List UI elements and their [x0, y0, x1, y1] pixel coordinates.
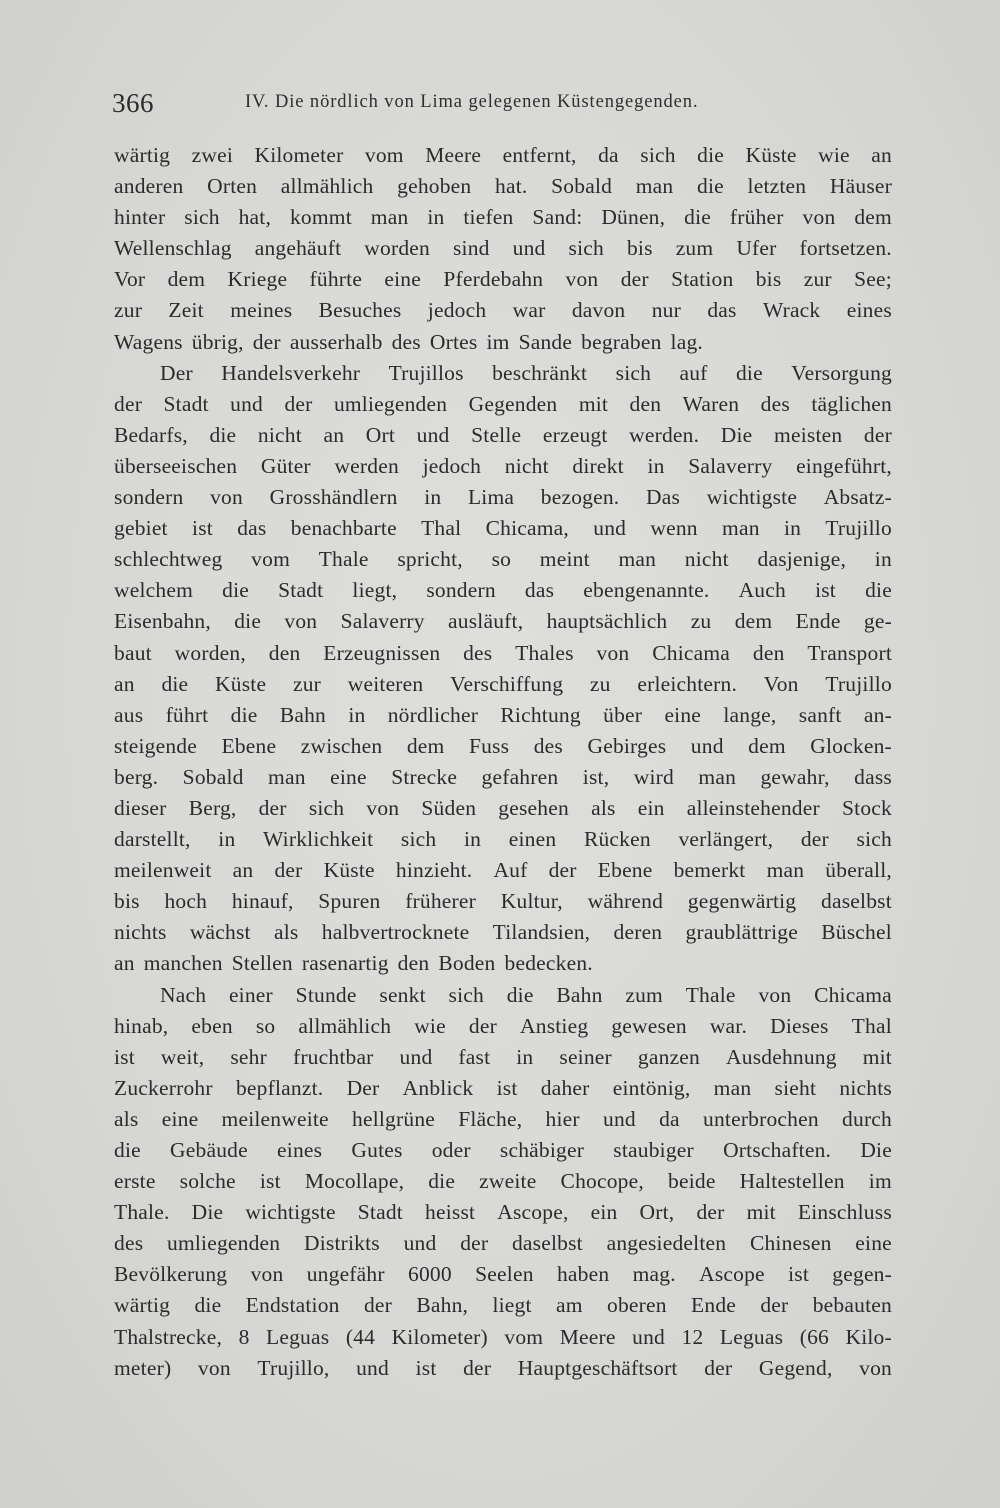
text-line: welchem die Stadt liegt, sondern das ebengenannte. Auch ist die	[114, 578, 892, 603]
text-line: Thalstrecke, 8 Leguas (44 Kilometer) vom Meere und 12 Leguas (66 Kilo-	[114, 1324, 892, 1349]
text-line: als eine meilenweite hellgrüne Fläche, hier und da unterbrochen durch	[114, 1106, 892, 1131]
text-line: sondern von Grosshändlern in Lima bezogen. Das wichtigste Absatz-	[114, 485, 892, 510]
text-line: an die Küste zur weiteren Verschiffung zu erleichtern. Von Trujillo	[114, 671, 892, 696]
text-line: Zuckerrohr bepflanzt. Der Anblick ist daher eintönig, man sieht nichts	[114, 1075, 892, 1100]
text-line: an manchen Stellen rasenartig den Boden bedecken.	[114, 951, 593, 976]
text-line: bis hoch hinauf, Spuren früherer Kultur, während gegenwärtig daselbst	[114, 889, 892, 914]
text-line: Vor dem Kriege führte eine Pferdebahn von der Station bis zur See;	[114, 267, 892, 292]
text-line: Thale. Die wichtigste Stadt heisst Ascope, ein Ort, der mit Einschluss	[114, 1200, 892, 1225]
running-head: IV. Die nördlich von Lima gelegenen Küstengegenden.	[245, 92, 699, 112]
text-line: baut worden, den Erzeugnissen des Thales von Chicama den Transport	[114, 640, 892, 665]
text-line: aus führt die Bahn in nördlicher Richtung über eine lange, sanft an-	[114, 702, 892, 727]
text-line: schlechtweg vom Thale spricht, so meint man nicht dasjenige, in	[114, 547, 892, 572]
text-line: wärtig die Endstation der Bahn, liegt am oberen Ende der bebauten	[114, 1293, 892, 1318]
text-line: hinter sich hat, kommt man in tiefen Sand: Dünen, die früher von dem	[114, 205, 892, 230]
text-line: gebiet ist das benachbarte Thal Chicama, und wenn man in Trujillo	[114, 516, 892, 541]
text-line: Der Handelsverkehr Trujillos beschränkt sich auf die Versorgung	[160, 360, 892, 385]
text-line: meilenweit an der Küste hinzieht. Auf der Ebene bemerkt man überall,	[114, 858, 892, 883]
text-line: Nach einer Stunde senkt sich die Bahn zum Thale von Chicama	[160, 982, 892, 1007]
page-number: 366	[112, 88, 154, 118]
text-line: hinab, eben so allmählich wie der Anstieg gewesen war. Dieses Thal	[114, 1013, 892, 1038]
text-line: dieser Berg, der sich von Süden gesehen als ein alleinstehender Stock	[114, 795, 892, 820]
text-line: zur Zeit meines Besuches jedoch war davon nur das Wrack eines	[114, 298, 892, 323]
text-line: anderen Orten allmählich gehoben hat. Sobald man die letzten Häuser	[114, 174, 892, 199]
text-line: überseeischen Güter werden jedoch nicht direkt in Salaverry eingeführt,	[114, 453, 892, 478]
text-line: Wagens übrig, der ausserhalb des Ortes im Sande begraben lag.	[114, 329, 703, 354]
text-line: ist weit, sehr fruchtbar und fast in seiner ganzen Ausdehnung mit	[114, 1044, 892, 1069]
text-line: steigende Ebene zwischen dem Fuss des Gebirges und dem Glocken-	[114, 733, 892, 758]
text-line: Bevölkerung von ungefähr 6000 Seelen haben mag. Ascope ist gegen-	[114, 1262, 892, 1287]
text-line: nichts wächst als halbvertrocknete Tilandsien, deren graublättrige Büschel	[114, 920, 892, 945]
text-line: der Stadt und der umliegenden Gegenden mit den Waren des täglichen	[114, 391, 892, 416]
text-line: Wellenschlag angehäuft worden sind und sich bis zum Ufer fortsetzen.	[114, 236, 892, 261]
text-line: meter) von Trujillo, und ist der Hauptgeschäftsort der Gegend, von	[114, 1355, 892, 1380]
text-line: erste solche ist Mocollape, die zweite Chocope, beide Haltestellen im	[114, 1169, 892, 1194]
text-line: Eisenbahn, die von Salaverry ausläuft, hauptsächlich zu dem Ende ge-	[114, 609, 892, 634]
text-line: wärtig zwei Kilometer vom Meere entfernt, da sich die Küste wie an	[114, 143, 892, 167]
body-text	[114, 140, 892, 1384]
text-line: darstellt, in Wirklichkeit sich in einen Rücken verlängert, der sich	[114, 827, 892, 852]
text-line: die Gebäude eines Gutes oder schäbiger staubiger Ortschaften. Die	[114, 1138, 892, 1162]
text-line: Bedarfs, die nicht an Ort und Stelle erzeugt werden. Die meisten der	[114, 422, 892, 447]
text-line: des umliegenden Distrikts und der daselbst angesiedelten Chinesen eine	[114, 1231, 892, 1256]
text-line: berg. Sobald man eine Strecke gefahren ist, wird man gewahr, dass	[114, 764, 892, 789]
